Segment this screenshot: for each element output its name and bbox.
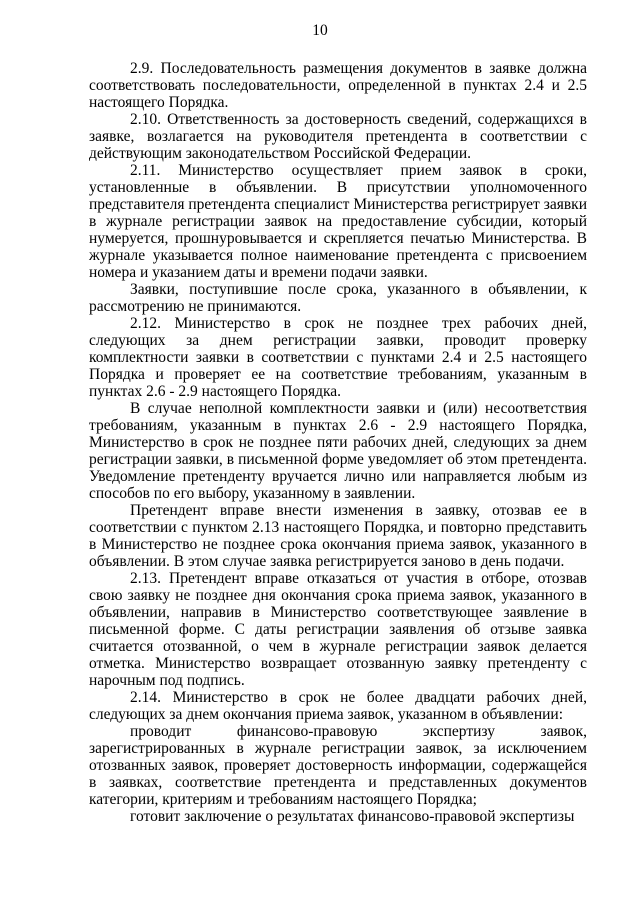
paragraph-application-changes: Претендент вправе внести изменения в заявку, отозвав ее в соответствии с пунктом 2.13 настоящего Порядка, и повторно представить в Министерство не позднее срока окончания приема заявок, указанного в объявлении. В этом случае заявка регистрируется заново в день подачи. (89, 502, 587, 570)
page-number: 10 (312, 22, 328, 39)
document-body (89, 60, 587, 825)
paragraph-late-applications: Заявки, поступившие после срока, указанного в объявлении, к рассмотрению не принимаются. (89, 281, 587, 315)
paragraph-incomplete-application: В случае неполной комплектности заявки и (или) несоответствия требованиям, указанным в пунктах 2.6 - 2.9 настоящего Порядка, Министерство в срок не позднее пяти рабочих дней, следующих за днем регистрации заявки, в письменной форме уведомляет об этом претендента. Уведомление претенденту вручается лично или направляется любым из способов по его выбору, указанному в заявлении. (89, 400, 587, 502)
paragraph-2-13: 2.13. Претендент вправе отказаться от участия в отборе, отозвав свою заявку не позднее дня окончания срока приема заявок, указанного в объявлении, направив в Министерство соответствующее заявление в письменной форме. С даты регистрации заявления об отзыве заявка считается отозванной, о чем в журнале регистрации заявок делается отметка. Министерство возвращает отозванную заявку претенденту с нарочным под подпись. (89, 570, 587, 689)
paragraph-conclusion: готовит заключение о результатах финансово-правовой экспертизы (130, 808, 575, 825)
paragraph-expertise: проводит финансово-правовую экспертизу заявок, зарегистрированных в журнале регистрации заявок, за исключением отозванных заявок, проверяет достоверность информации, содержащейся в заявках, соответствие претендента и представленных документов категории, критериям и требованиям настоящего Порядка; (89, 723, 587, 808)
paragraph-2-14: 2.14. Министерство в срок не более двадцати рабочих дней, следующих за днем окончания приема заявок, указанном в объявлении: (89, 689, 587, 723)
paragraph-2-11: 2.11. Министерство осуществляет прием заявок в сроки, установленные в объявлении. В присутствии уполномоченного представителя претендента специалист Министерства регистрирует заявки в журнале регистрации заявок на предоставление субсидии, который нумеруется, прошнуровывается и скрепляется печатью Министерства. В журнале указывается полное наименование претендента с присвоением номера и указанием даты и времени подачи заявки. (89, 162, 587, 281)
paragraph-2-10: 2.10. Ответственность за достоверность сведений, содержащихся в заявке, возлагается на руководителя претендента в соответствии с действующим законодательством Российской Федерации. (89, 111, 587, 162)
paragraph-2-12: 2.12. Министерство в срок не позднее трех рабочих дней, следующих за днем регистрации заявки, проводит проверку комплектности заявки в соответствии с пунктами 2.4 и 2.5 настоящего Порядка и проверяет ее на соответствие требованиям, указанным в пунктах 2.6 - 2.9 настоящего Порядка. (89, 315, 587, 400)
paragraph-2-9: 2.9. Последовательность размещения документов в заявке должна соответствовать последовательности, определенной в пунктах 2.4 и 2.5 настоящего Порядка. (89, 60, 587, 111)
